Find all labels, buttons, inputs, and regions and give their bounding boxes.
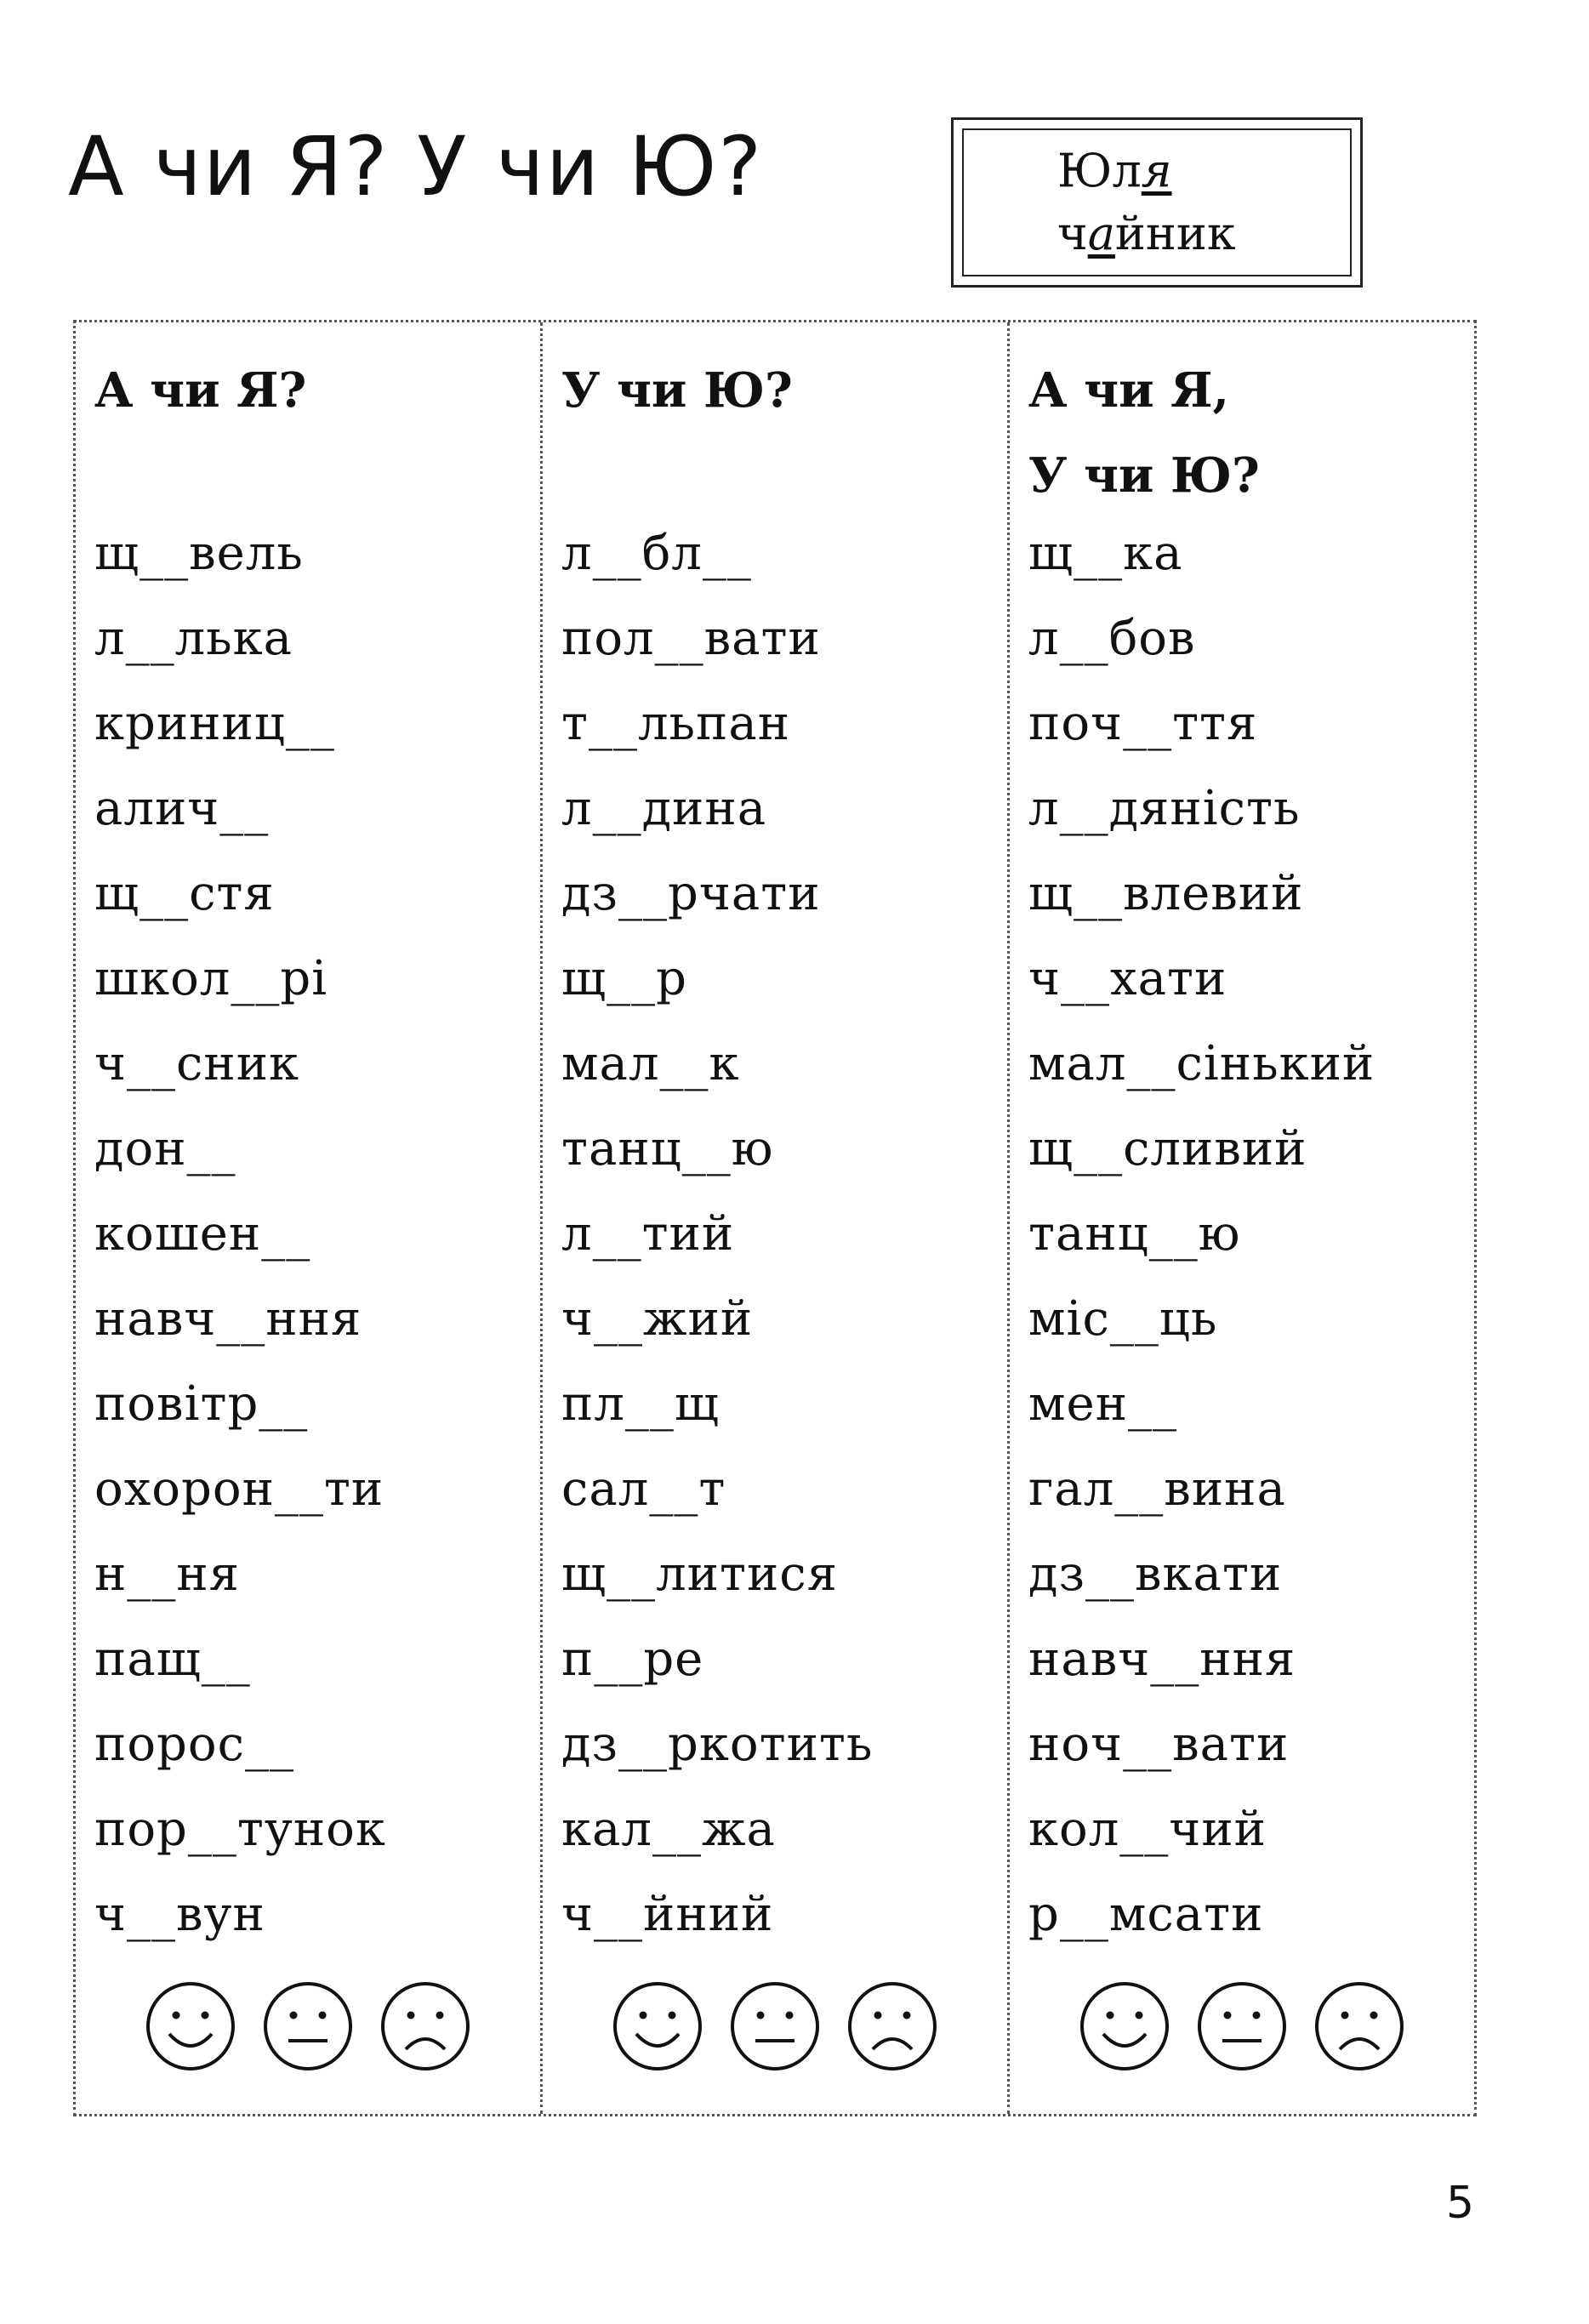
word-list (94, 511, 386, 1957)
column-header-line: А чи Я? (94, 362, 307, 419)
example-word-2-highlight: а (1087, 207, 1115, 260)
neutral-face-icon[interactable] (1195, 1979, 1289, 2073)
word-item: порос__ (94, 1717, 294, 1772)
smile-face-icon[interactable] (611, 1979, 704, 2073)
example-word-2-rest: йник (1114, 207, 1236, 260)
word-item: л__дяність (1028, 781, 1301, 836)
word-item: алич__ (94, 781, 270, 836)
word-item: пл__щ (561, 1376, 720, 1432)
word-item: щ__литися (561, 1546, 838, 1602)
word-item: пащ__ (94, 1632, 251, 1687)
word-item: кошен__ (94, 1206, 311, 1262)
column-header (561, 348, 793, 433)
page-number: 5 (1446, 2178, 1475, 2229)
example-word-1 (1057, 140, 1350, 202)
word-item: криниц__ (94, 696, 335, 751)
word-item: навч__ння (94, 1291, 362, 1347)
word-item: ч__жий (561, 1291, 754, 1347)
word-item: щ__р (561, 951, 687, 1006)
example-word-1-rest: л (1112, 144, 1142, 197)
word-item: щ__влевий (1028, 866, 1304, 921)
column-header-line: У чи Ю? (561, 362, 793, 419)
word-item: поч__ття (1028, 696, 1258, 751)
word-item: л__бл__ (561, 526, 752, 581)
word-item: щ__сливий (1028, 1121, 1307, 1176)
word-item: щ__стя (94, 866, 275, 921)
sad-face-icon[interactable] (1313, 1979, 1406, 2073)
word-item: мал__к (561, 1036, 740, 1091)
sad-face-icon[interactable] (846, 1979, 939, 2073)
column-header-line: У чи Ю? (1028, 447, 1260, 504)
word-item: ч__йний (561, 1887, 774, 1942)
word-item: повітр__ (94, 1376, 309, 1432)
word-item: ч__вун (94, 1887, 265, 1942)
column-header (94, 348, 306, 433)
word-list (561, 511, 873, 1957)
neutral-face-icon[interactable] (728, 1979, 822, 2073)
word-list (1028, 511, 1375, 1957)
self-assessment-faces (543, 1979, 1007, 2073)
word-item: кал__жа (561, 1802, 776, 1857)
word-item: л__лька (94, 611, 293, 666)
column-header (1028, 348, 1260, 518)
word-item: н__ня (94, 1546, 240, 1602)
column-mixed (1010, 322, 1474, 2114)
word-item: л__тий (561, 1206, 735, 1262)
example-box-inner (962, 128, 1352, 276)
neutral-face-icon[interactable] (261, 1979, 355, 2073)
smile-face-icon[interactable] (1078, 1979, 1171, 2073)
example-word-2-prefix: ч (1057, 207, 1088, 260)
word-item: т__льпан (561, 696, 791, 751)
column-header-line: А чи Я, (1028, 362, 1230, 419)
example-word-1-highlight: я (1141, 144, 1172, 197)
word-item: сал__т (561, 1461, 726, 1517)
word-item: пол__вати (561, 611, 821, 666)
word-item: щ__ка (1028, 526, 1183, 581)
self-assessment-faces (1010, 1979, 1474, 2073)
example-box (951, 117, 1363, 288)
word-item: танц__ю (1028, 1206, 1241, 1262)
sad-face-icon[interactable] (379, 1979, 472, 2073)
word-item: л__бов (1028, 611, 1196, 666)
smile-face-icon[interactable] (144, 1979, 237, 2073)
word-item: л__дина (561, 781, 767, 836)
word-item: міс__ць (1028, 1291, 1218, 1347)
word-item: ноч__вати (1028, 1717, 1290, 1772)
example-word-2 (1057, 202, 1350, 265)
word-item: школ__рі (94, 951, 328, 1006)
column-a-ya (76, 322, 543, 2114)
word-item: мен__ (1028, 1376, 1178, 1432)
page-title: А чи Я? У чи Ю? (68, 119, 764, 214)
word-item: р__мсати (1028, 1887, 1264, 1942)
word-item: охорон__ти (94, 1461, 384, 1517)
word-item: навч__ння (1028, 1632, 1296, 1687)
word-item: кол__чий (1028, 1802, 1267, 1857)
word-item: дон__ (94, 1121, 236, 1176)
word-item: ч__сник (94, 1036, 300, 1091)
worksheet-table (73, 320, 1477, 2116)
word-item: щ__вель (94, 526, 304, 581)
word-item: гал__вина (1028, 1461, 1286, 1517)
word-item: ч__хати (1028, 951, 1227, 1006)
word-item: пор__тунок (94, 1802, 386, 1857)
word-item: танц__ю (561, 1121, 774, 1176)
word-item: дз__ркотить (561, 1717, 874, 1772)
word-item: дз__вкати (1028, 1546, 1283, 1602)
word-item: п__ре (561, 1632, 704, 1687)
self-assessment-faces (76, 1979, 540, 2073)
example-word-1-prefix: Ю (1057, 144, 1113, 197)
column-u-yu (543, 322, 1010, 2114)
word-item: дз__рчати (561, 866, 821, 921)
word-item: мал__сінький (1028, 1036, 1375, 1091)
